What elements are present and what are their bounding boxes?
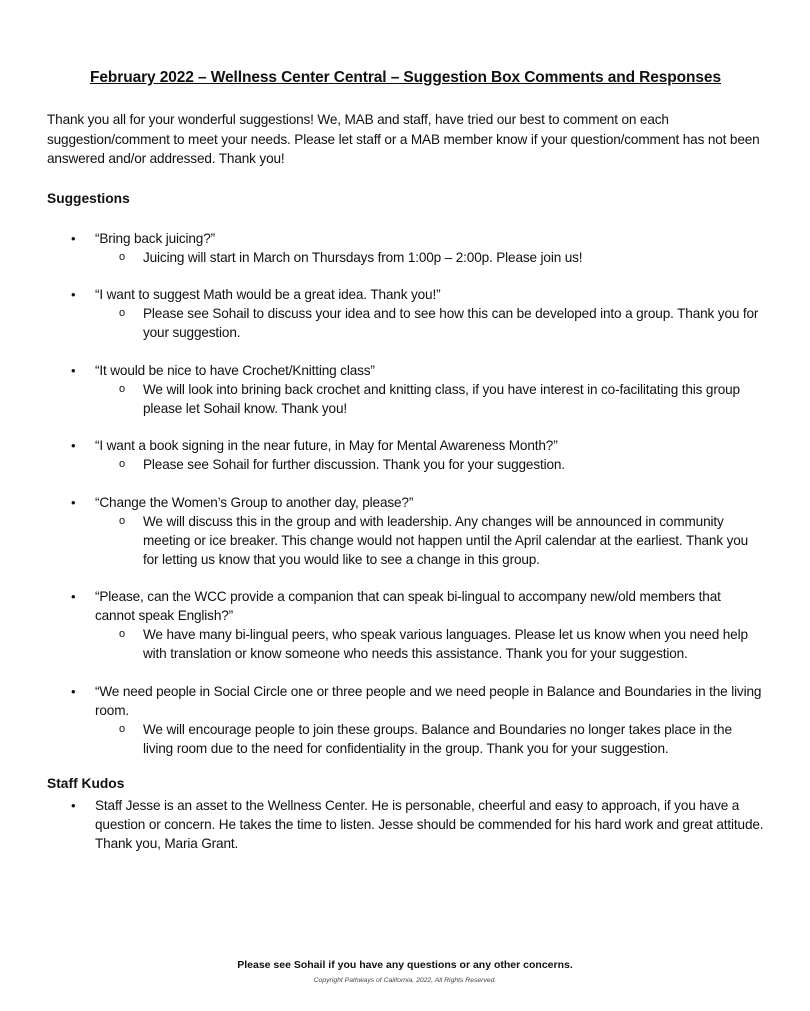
- suggestion-comment: “Change the Women’s Group to another day, please?”: [95, 494, 414, 510]
- bullet-icon: •: [71, 589, 76, 604]
- suggestions-list: [47, 229, 764, 758]
- suggestion-response: [95, 512, 764, 569]
- circle-bullet-icon: o: [119, 514, 125, 527]
- circle-bullet-icon: o: [119, 458, 125, 470]
- circle-bullet-icon: o: [119, 382, 125, 395]
- suggestions-heading: Suggestions: [47, 190, 130, 206]
- suggestion-response: [95, 455, 764, 474]
- response-text: Please see Sohail to discuss your idea and to see how this can be developed into a group. Thank you for your suggestion.: [143, 306, 759, 340]
- suggestion-item: [47, 682, 764, 758]
- response-text: We will look into brining back crochet and knitting class, if you have interest in co-facilitating this group please let Sohail know. Thank you!: [143, 381, 740, 416]
- bullet-icon: •: [71, 362, 76, 378]
- bullet-icon: •: [71, 494, 76, 510]
- bullet-icon: •: [71, 287, 76, 302]
- staff-kudos-heading: Staff Kudos: [47, 775, 125, 791]
- suggestion-item: [47, 361, 764, 418]
- suggestion-response: [95, 720, 764, 758]
- page-footer: [0, 957, 810, 986]
- suggestion-comment: “We need people in Social Circle one or three people and we need people in Balance and Boundaries in the living room.: [95, 683, 762, 718]
- response-text: We will discuss this in the group and with leadership. Any changes will be announced in community meeting or ice breaker. This change would not happen until the April calendar at the earliest. Thank you for letting us know that you would like to see a change in this group.: [143, 513, 749, 567]
- suggestion-comment: “Bring back juicing?”: [95, 230, 216, 246]
- page-title: February 2022 – Wellness Center Central – Suggestion Box Comments and Responses: [90, 69, 721, 86]
- kudos-item: [47, 796, 764, 853]
- bullet-icon: •: [71, 438, 76, 453]
- circle-bullet-icon: o: [119, 307, 125, 319]
- suggestion-item: [47, 285, 764, 342]
- intro-paragraph: Thank you all for your wonderful suggestions! We, MAB and staff, have tried our best to comment on each suggestion/comment to meet your needs. Please let staff or a MAB member know if your question/comment has not been answered and/or addressed. Thank you!: [47, 112, 760, 166]
- suggestion-response: [95, 304, 764, 342]
- suggestion-comment: “It would be nice to have Crochet/Knitting class”: [95, 362, 375, 378]
- suggestion-item: [47, 587, 764, 663]
- bullet-icon: •: [71, 797, 76, 813]
- suggestion-comment: “Please, can the WCC provide a companion that can speak bi-lingual to accompany new/old members that cannot speak English?”: [95, 589, 721, 623]
- bullet-icon: •: [71, 230, 76, 246]
- footer-note: Please see Sohail if you have any questions or any other concerns.: [237, 959, 573, 971]
- circle-bullet-icon: o: [119, 628, 125, 640]
- response-text: We have many bi-lingual peers, who speak various languages. Please let us know when you need help with translation or know someone who needs this assistance. Thank you for your suggestion.: [143, 627, 748, 661]
- kudos-text: Staff Jesse is an asset to the Wellness Center. He is personable, cheerful and easy to approach, if you have a question or concern. He takes the time to listen. Jesse should be commended for his hard work and great attitude. Thank you, Maria Grant.: [95, 797, 764, 851]
- suggestion-response: [95, 625, 764, 663]
- kudos-list: [47, 796, 764, 853]
- circle-bullet-icon: o: [119, 722, 125, 735]
- suggestion-comment: “I want to suggest Math would be a great idea. Thank you!”: [95, 287, 441, 302]
- response-text: Please see Sohail for further discussion. Thank you for your suggestion.: [143, 457, 565, 472]
- suggestion-item: [47, 493, 764, 569]
- copyright-notice: Copyright Pathways of California, 2022, All Rights Reserved.: [313, 977, 497, 984]
- suggestion-response: [95, 380, 764, 418]
- bullet-icon: •: [71, 683, 76, 699]
- suggestion-comment: “I want a book signing in the near future, in May for Mental Awareness Month?”: [95, 438, 558, 453]
- response-text: Juicing will start in March on Thursdays from 1:00p – 2:00p. Please join us!: [143, 249, 583, 265]
- response-text: We will encourage people to join these groups. Balance and Boundaries no longer takes place in the living room due to the need for confidentiality in the group. Thank you for your suggestion.: [143, 721, 732, 756]
- suggestion-item: [47, 436, 764, 474]
- suggestion-item: [47, 229, 764, 267]
- suggestion-response: [95, 248, 764, 267]
- circle-bullet-icon: o: [119, 250, 125, 263]
